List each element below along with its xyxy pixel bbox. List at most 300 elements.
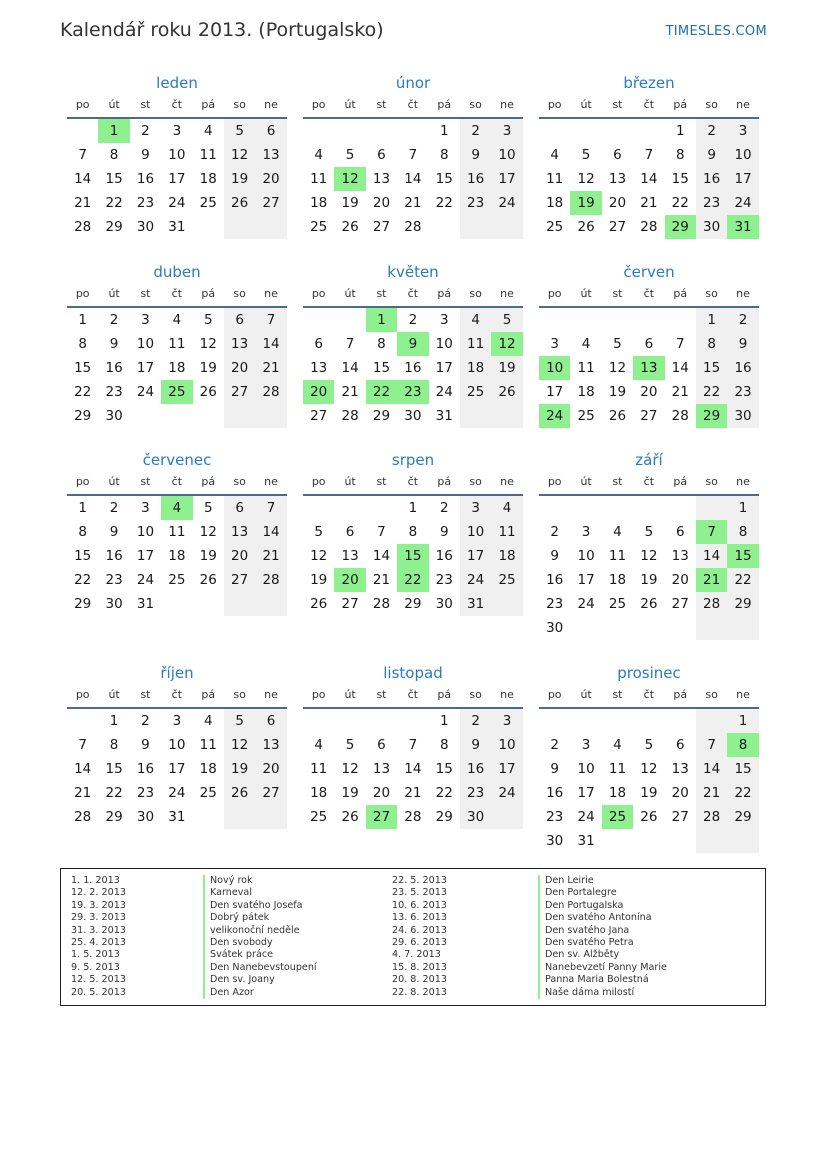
empty-cell [460, 215, 491, 239]
empty-cell [665, 308, 696, 332]
empty-cell [570, 496, 601, 520]
day-cell: 4 [613, 524, 622, 540]
holiday-date: 29. 6. 2013 [392, 936, 447, 948]
day-cell: 11 [608, 548, 627, 564]
empty-cell [67, 119, 98, 143]
weekday-label: po [547, 688, 562, 701]
day-cell: 11 [168, 336, 186, 352]
day-cell: 13 [608, 171, 627, 187]
day-cell: 14 [255, 332, 286, 356]
day-cell: 22 [105, 195, 123, 211]
weekday-label: pá [437, 287, 452, 300]
day-cell: 1 [439, 713, 449, 729]
day-cell: 22 [435, 785, 453, 801]
day-grid [539, 308, 759, 428]
day-grid [539, 119, 759, 239]
day-cell: 10 [727, 143, 758, 167]
month-červenec [67, 449, 287, 616]
day-cell: 2 [696, 119, 727, 143]
day-cell: 13 [671, 761, 689, 777]
day-cell: 28 [74, 219, 92, 235]
weekday-header [303, 686, 523, 704]
weekday-label: st [376, 688, 387, 701]
day-cell: 17 [136, 360, 155, 376]
empty-cell [255, 805, 286, 829]
weekday-label: út [108, 98, 120, 111]
weekday-label: čt [171, 287, 183, 300]
empty-cell [696, 709, 727, 733]
holiday-date: 1. 5. 2013 [71, 949, 120, 961]
weekday-label: so [233, 98, 246, 111]
holiday-day: 10 [539, 356, 570, 380]
day-cell: 10 [136, 524, 155, 540]
month-květen [303, 261, 523, 428]
day-cell: 16 [546, 785, 564, 801]
day-cell: 4 [172, 312, 182, 328]
weekday-header [539, 96, 759, 114]
weekday-label: st [612, 287, 623, 300]
day-cell: 23 [460, 781, 491, 805]
day-cell: 12 [199, 524, 217, 540]
day-cell: 4 [203, 123, 213, 139]
holiday-day: 15 [397, 544, 428, 568]
holiday-day: 22 [397, 568, 428, 592]
day-cell: 11 [199, 737, 217, 753]
holiday-name: Dobrý pátek [203, 912, 317, 924]
holiday-day: 7 [696, 520, 727, 544]
empty-cell [570, 119, 601, 143]
day-cell: 11 [577, 360, 595, 376]
month-srpen [303, 449, 523, 616]
weekday-label: po [75, 98, 90, 111]
day-cell: 3 [491, 709, 522, 733]
day-cell: 31 [168, 219, 186, 235]
day-cell: 14 [341, 360, 359, 376]
weekday-label: st [140, 98, 151, 111]
day-cell: 18 [168, 360, 186, 376]
day-cell: 15 [696, 356, 727, 380]
day-cell: 20 [372, 195, 391, 211]
day-cell: 20 [255, 757, 286, 781]
day-cell: 9 [550, 548, 559, 564]
day-cell: 30 [727, 404, 758, 428]
weekday-label: st [376, 98, 387, 111]
empty-cell [224, 805, 255, 829]
holiday-name: Den Leirie [538, 875, 667, 887]
day-cell: 7 [377, 524, 386, 540]
day-cell: 31 [577, 833, 595, 849]
day-grid [67, 709, 287, 829]
holiday-name: Naše dáma milostí [538, 987, 667, 999]
day-cell: 6 [644, 336, 654, 352]
holiday-dates-right [392, 875, 447, 999]
day-cell: 8 [675, 147, 685, 163]
day-cell: 22 [105, 785, 123, 801]
day-cell: 14 [74, 171, 92, 187]
holiday-name: Den Portugalska [538, 900, 667, 912]
empty-cell [633, 496, 664, 520]
holiday-date: 15. 8. 2013 [392, 961, 447, 973]
day-cell: 10 [136, 336, 155, 352]
day-cell: 9 [460, 143, 491, 167]
day-cell: 1 [439, 123, 449, 139]
day-cell: 18 [577, 384, 595, 400]
holiday-day: 12 [334, 167, 365, 191]
day-cell: 13 [671, 548, 689, 564]
day-cell: 19 [341, 195, 359, 211]
holiday-date: 1. 1. 2013 [71, 875, 120, 886]
day-cell: 6 [345, 524, 355, 540]
weekday-label: út [580, 688, 592, 701]
day-cell: 31 [460, 592, 491, 616]
day-cell: 28 [404, 219, 422, 235]
day-cell: 6 [314, 336, 323, 352]
day-cell: 4 [314, 737, 323, 753]
day-cell: 12 [640, 548, 658, 564]
empty-cell [539, 308, 570, 332]
month-name: duben [153, 263, 201, 281]
day-cell: 17 [168, 171, 186, 187]
day-cell: 18 [460, 356, 491, 380]
day-cell: 19 [640, 572, 658, 588]
day-cell: 9 [550, 761, 559, 777]
day-cell: 9 [141, 737, 150, 753]
holiday-name: velikonoční neděle [203, 925, 317, 937]
day-cell: 10 [491, 733, 522, 757]
empty-cell [633, 119, 664, 143]
day-cell: 23 [546, 809, 564, 825]
day-cell: 30 [136, 219, 155, 235]
holiday-name: Den svobody [203, 937, 317, 949]
day-cell: 10 [577, 761, 595, 777]
day-cell: 13 [310, 360, 328, 376]
weekday-label: út [108, 287, 120, 300]
day-cell: 24 [727, 191, 758, 215]
empty-cell [633, 709, 664, 733]
empty-cell [602, 616, 633, 640]
month-name: listopad [383, 664, 443, 682]
day-cell: 23 [727, 380, 758, 404]
month-říjen [67, 662, 287, 829]
day-cell: 8 [377, 336, 386, 352]
weekday-label: po [75, 287, 90, 300]
holiday-date: 20. 8. 2013 [392, 974, 447, 986]
day-cell: 29 [74, 408, 92, 424]
day-cell: 5 [613, 336, 622, 352]
holiday-name: Den Nanebevstoupení [203, 962, 317, 974]
holiday-name: Karneval [203, 887, 317, 899]
day-cell: 17 [435, 360, 453, 376]
weekday-label: čt [643, 98, 655, 111]
day-cell: 29 [105, 219, 123, 235]
empty-cell [193, 404, 224, 428]
day-cell: 21 [341, 384, 359, 400]
day-cell: 4 [581, 336, 591, 352]
day-cell: 10 [435, 336, 453, 352]
day-cell: 2 [460, 709, 491, 733]
day-cell: 24 [136, 384, 155, 400]
day-cell: 11 [199, 147, 217, 163]
day-cell: 27 [255, 191, 286, 215]
month-prosinec [539, 662, 759, 853]
day-cell: 7 [78, 737, 87, 753]
day-cell: 11 [546, 171, 564, 187]
day-cell: 17 [727, 167, 758, 191]
holiday-date: 13. 6. 2013 [392, 912, 447, 924]
weekday-label: so [233, 688, 246, 701]
day-cell: 25 [310, 809, 328, 825]
day-cell: 6 [255, 119, 286, 143]
day-cell: 17 [136, 548, 155, 564]
day-cell: 19 [224, 757, 255, 781]
day-cell: 27 [608, 219, 627, 235]
day-cell: 30 [404, 408, 422, 424]
day-cell: 16 [136, 171, 155, 187]
day-cell: 10 [577, 548, 595, 564]
weekday-label: út [580, 287, 592, 300]
day-cell: 19 [224, 167, 255, 191]
day-cell: 4 [314, 147, 323, 163]
day-grid [67, 496, 287, 616]
weekday-label: pá [201, 475, 216, 488]
day-cell: 26 [640, 596, 658, 612]
weekday-header [539, 473, 759, 491]
day-cell: 15 [671, 171, 689, 187]
day-cell: 25 [199, 195, 217, 211]
holiday-list [60, 868, 766, 1006]
day-cell: 5 [581, 147, 591, 163]
weekday-label: st [140, 688, 151, 701]
holiday-date: 12. 5. 2013 [71, 974, 126, 986]
day-cell: 25 [199, 785, 217, 801]
holiday-date: 4. 7. 2013 [392, 949, 441, 961]
day-cell: 14 [696, 544, 727, 568]
weekday-label: so [233, 287, 246, 300]
day-cell: 17 [168, 761, 186, 777]
day-cell: 26 [341, 809, 359, 825]
month-leden [67, 72, 287, 239]
weekday-label: so [469, 287, 482, 300]
holiday-date: 23. 5. 2013 [392, 887, 447, 899]
day-cell: 28 [255, 568, 286, 592]
day-cell: 18 [608, 572, 627, 588]
day-cell: 29 [74, 596, 92, 612]
day-cell: 16 [105, 360, 123, 376]
weekday-header [303, 285, 523, 303]
day-cell: 16 [460, 167, 491, 191]
day-cell: 8 [727, 520, 758, 544]
day-cell: 23 [546, 596, 564, 612]
day-cell: 15 [105, 171, 123, 187]
weekday-label: st [612, 688, 623, 701]
holiday-date: 9. 5. 2013 [71, 961, 120, 973]
weekday-label: st [612, 98, 623, 111]
site-link[interactable]: TIMESLES.COM [665, 24, 767, 39]
weekday-header [67, 96, 287, 114]
day-cell: 30 [460, 805, 491, 829]
weekday-label: út [108, 475, 120, 488]
day-grid [303, 496, 523, 616]
weekday-label: ne [736, 475, 750, 488]
day-cell: 24 [435, 384, 453, 400]
holiday-name: Den Portalegre [538, 887, 667, 899]
day-cell: 9 [109, 524, 119, 540]
empty-cell [255, 404, 286, 428]
day-cell: 1 [109, 713, 119, 729]
day-cell: 1 [78, 312, 87, 328]
weekday-label: po [311, 98, 326, 111]
day-cell: 18 [608, 785, 627, 801]
day-cell: 21 [404, 195, 422, 211]
weekday-label: čt [171, 688, 183, 701]
weekday-label: pá [201, 98, 216, 111]
day-cell: 27 [224, 380, 255, 404]
weekday-label: út [344, 688, 356, 701]
day-cell: 23 [696, 191, 727, 215]
day-cell: 21 [696, 781, 727, 805]
holiday-day: 13 [633, 356, 664, 380]
day-cell: 29 [105, 809, 123, 825]
empty-cell [460, 404, 491, 428]
day-cell: 6 [377, 737, 386, 753]
empty-cell [303, 308, 334, 332]
day-cell: 19 [199, 360, 217, 376]
day-cell: 17 [577, 572, 595, 588]
weekday-header [539, 686, 759, 704]
weekday-label: út [580, 98, 592, 111]
day-cell: 20 [224, 544, 255, 568]
month-listopad [303, 662, 523, 829]
day-cell: 9 [460, 733, 491, 757]
empty-cell [633, 616, 664, 640]
holiday-date: 22. 5. 2013 [392, 875, 447, 886]
day-cell: 14 [640, 171, 658, 187]
day-cell: 5 [224, 709, 255, 733]
holiday-day: 19 [570, 191, 601, 215]
day-cell: 12 [310, 548, 328, 564]
day-cell: 14 [74, 761, 92, 777]
day-grid [539, 709, 759, 853]
holiday-day: 27 [366, 805, 397, 829]
day-cell: 23 [460, 191, 491, 215]
day-cell: 11 [491, 520, 522, 544]
day-cell: 30 [105, 596, 123, 612]
weekday-label: pá [673, 688, 688, 701]
weekday-label: so [705, 475, 718, 488]
holiday-name: Nanebevzetí Panny Marie [538, 962, 667, 974]
day-cell: 3 [172, 123, 182, 139]
day-cell: 24 [168, 195, 186, 211]
holiday-names-right [538, 875, 667, 999]
day-cell: 20 [255, 167, 286, 191]
weekday-label: st [376, 287, 387, 300]
day-cell: 29 [372, 408, 391, 424]
day-cell: 22 [671, 195, 689, 211]
month-name: červenec [142, 451, 212, 469]
day-cell: 31 [168, 809, 186, 825]
month-name: srpen [391, 451, 435, 469]
weekday-header [303, 473, 523, 491]
weekday-label: ne [500, 688, 514, 701]
weekday-label: čt [643, 688, 655, 701]
day-cell: 8 [78, 336, 87, 352]
empty-cell [491, 215, 522, 239]
weekday-label: po [75, 688, 90, 701]
month-name: březen [623, 74, 675, 92]
weekday-label: ne [264, 688, 278, 701]
day-cell: 4 [460, 308, 491, 332]
holiday-date: 25. 4. 2013 [71, 936, 126, 948]
day-cell: 1 [675, 123, 685, 139]
holiday-name: Svátek práce [203, 949, 317, 961]
day-cell: 7 [675, 336, 685, 352]
day-cell: 17 [460, 544, 491, 568]
day-cell: 10 [168, 737, 186, 753]
empty-cell [570, 709, 601, 733]
day-cell: 9 [141, 147, 150, 163]
empty-cell [334, 308, 365, 332]
day-cell: 7 [255, 308, 286, 332]
day-cell: 20 [671, 785, 689, 801]
day-cell: 30 [696, 215, 727, 239]
day-cell: 20 [671, 572, 689, 588]
day-cell: 26 [640, 809, 658, 825]
empty-cell [255, 215, 286, 239]
day-cell: 22 [727, 781, 758, 805]
day-cell: 16 [727, 356, 758, 380]
day-cell: 11 [608, 761, 627, 777]
day-cell: 23 [105, 572, 123, 588]
weekday-label: st [612, 475, 623, 488]
day-cell: 28 [74, 809, 92, 825]
month-name: září [635, 451, 663, 469]
empty-cell [224, 215, 255, 239]
day-cell: 27 [341, 596, 359, 612]
empty-cell [539, 709, 570, 733]
weekday-label: pá [437, 475, 452, 488]
weekday-label: út [344, 287, 356, 300]
day-cell: 28 [372, 596, 391, 612]
day-cell: 23 [435, 572, 453, 588]
day-cell: 25 [608, 596, 627, 612]
day-cell: 30 [105, 408, 123, 424]
weekday-label: ne [264, 475, 278, 488]
day-cell: 1 [727, 709, 758, 733]
empty-cell [303, 119, 334, 143]
weekday-label: so [705, 688, 718, 701]
day-cell: 2 [141, 713, 150, 729]
day-cell: 7 [408, 147, 418, 163]
day-cell: 30 [435, 596, 453, 612]
day-cell: 18 [491, 544, 522, 568]
day-cell: 27 [372, 219, 391, 235]
holiday-day: 24 [539, 404, 570, 428]
day-cell: 12 [199, 336, 217, 352]
day-cell: 1 [408, 500, 418, 516]
empty-cell [67, 709, 98, 733]
day-cell: 25 [460, 380, 491, 404]
holiday-name: Den Azor [203, 987, 317, 999]
day-cell: 12 [224, 143, 255, 167]
empty-cell [665, 829, 696, 853]
weekday-label: po [311, 287, 326, 300]
weekday-label: čt [171, 475, 183, 488]
month-name: červen [623, 263, 675, 281]
day-cell: 3 [581, 737, 591, 753]
day-cell: 24 [491, 191, 522, 215]
day-cell: 3 [439, 312, 449, 328]
holiday-day: 31 [727, 215, 758, 239]
